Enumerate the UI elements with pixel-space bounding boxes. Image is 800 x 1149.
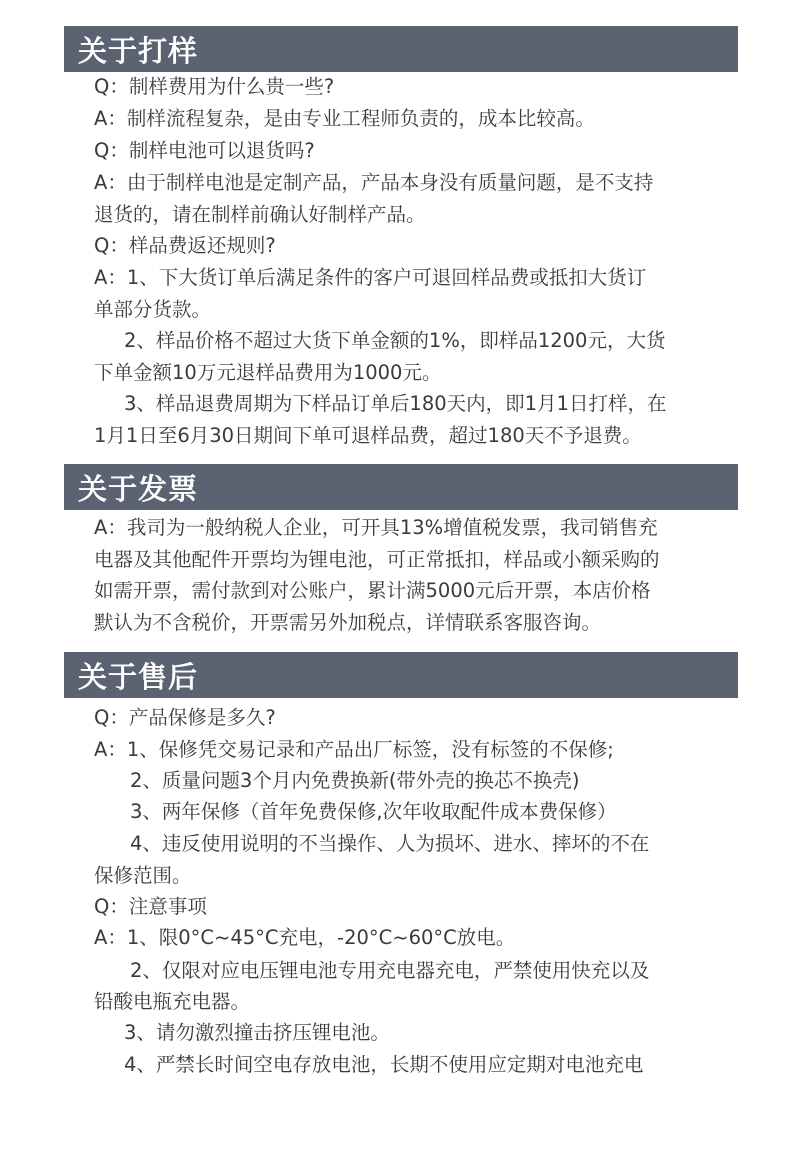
faq-line: Q：制样费用为什么贵一些? bbox=[94, 75, 335, 98]
faq-line: 2、质量问题3个月内免费换新(带外壳的换芯不换壳) bbox=[130, 769, 580, 792]
section-header-after-sales bbox=[64, 652, 738, 698]
section-title: 关于打样 bbox=[78, 33, 199, 68]
faq-line: 2、仅限对应电压锂电池专用充电器充电，严禁使用快充以及 bbox=[130, 959, 650, 982]
faq-line: 铅酸电瓶充电器。 bbox=[94, 990, 251, 1013]
faq-line: 1月1日至6月30日期间下单可退样品费，超过180天不予退费。 bbox=[94, 424, 642, 447]
faq-line: A：1、下大货订单后满足条件的客户可退回样品费或抵扣大货订 bbox=[94, 266, 647, 289]
section-title: 关于发票 bbox=[78, 471, 199, 506]
faq-line: 3、样品退费周期为下样品订单后180天内，即1月1日打样，在 bbox=[124, 392, 667, 415]
faq-line: 下单金额10万元退样品费用为1000元。 bbox=[94, 361, 442, 384]
faq-line: 3、请勿激烈撞击挤压锂电池。 bbox=[124, 1021, 390, 1044]
section-title: 关于售后 bbox=[78, 659, 199, 694]
faq-line: 电器及其他配件开票均为锂电池，可正常抵扣，样品或小额采购的 bbox=[94, 548, 660, 571]
faq-line: 3、两年保修（首年免费保修,次年收取配件成本费保修） bbox=[130, 800, 617, 823]
faq-line: A：制样流程复杂，是由专业工程师负责的，成本比较高。 bbox=[94, 107, 595, 130]
faq-line: Q：产品保修是多久? bbox=[94, 706, 276, 729]
faq-line: A：我司为一般纳税人企业，可开具13%增值税发票，我司销售充 bbox=[94, 516, 658, 539]
faq-line: A：1、保修凭交易记录和产品出厂标签，没有标签的不保修; bbox=[94, 738, 614, 761]
faq-line: Q：制样电池可以退货吗? bbox=[94, 139, 315, 162]
faq-line: 2、样品价格不超过大货下单金额的1%，即样品1200元，大货 bbox=[124, 329, 666, 352]
faq-line: 默认为不含税价，开票需另外加税点，详情联系客服咨询。 bbox=[94, 611, 602, 634]
faq-line: A：1、限0°C~45°C充电，-20°C~60°C放电。 bbox=[94, 926, 516, 949]
faq-line: 退货的，请在制样前确认好制样产品。 bbox=[94, 203, 426, 226]
faq-line: 4、违反使用说明的不当操作、人为损坏、进水、摔坏的不在 bbox=[130, 832, 650, 855]
faq-line: 保修范围。 bbox=[94, 864, 192, 887]
faq-line: Q：样品费返还规则? bbox=[94, 234, 276, 257]
faq-line: A：由于制样电池是定制产品，产品本身没有质量问题，是不支持 bbox=[94, 171, 654, 194]
faq-line: 如需开票，需付款到对公账户，累计满5000元后开票，本店价格 bbox=[94, 579, 651, 602]
section-header-sampling bbox=[64, 26, 738, 72]
faq-line: 单部分货款。 bbox=[94, 298, 212, 321]
faq-line: 4、严禁长时间空电存放电池，长期不使用应定期对电池充电 bbox=[124, 1053, 644, 1076]
section-header-invoice bbox=[64, 464, 738, 510]
faq-line: Q：注意事项 bbox=[94, 895, 207, 918]
